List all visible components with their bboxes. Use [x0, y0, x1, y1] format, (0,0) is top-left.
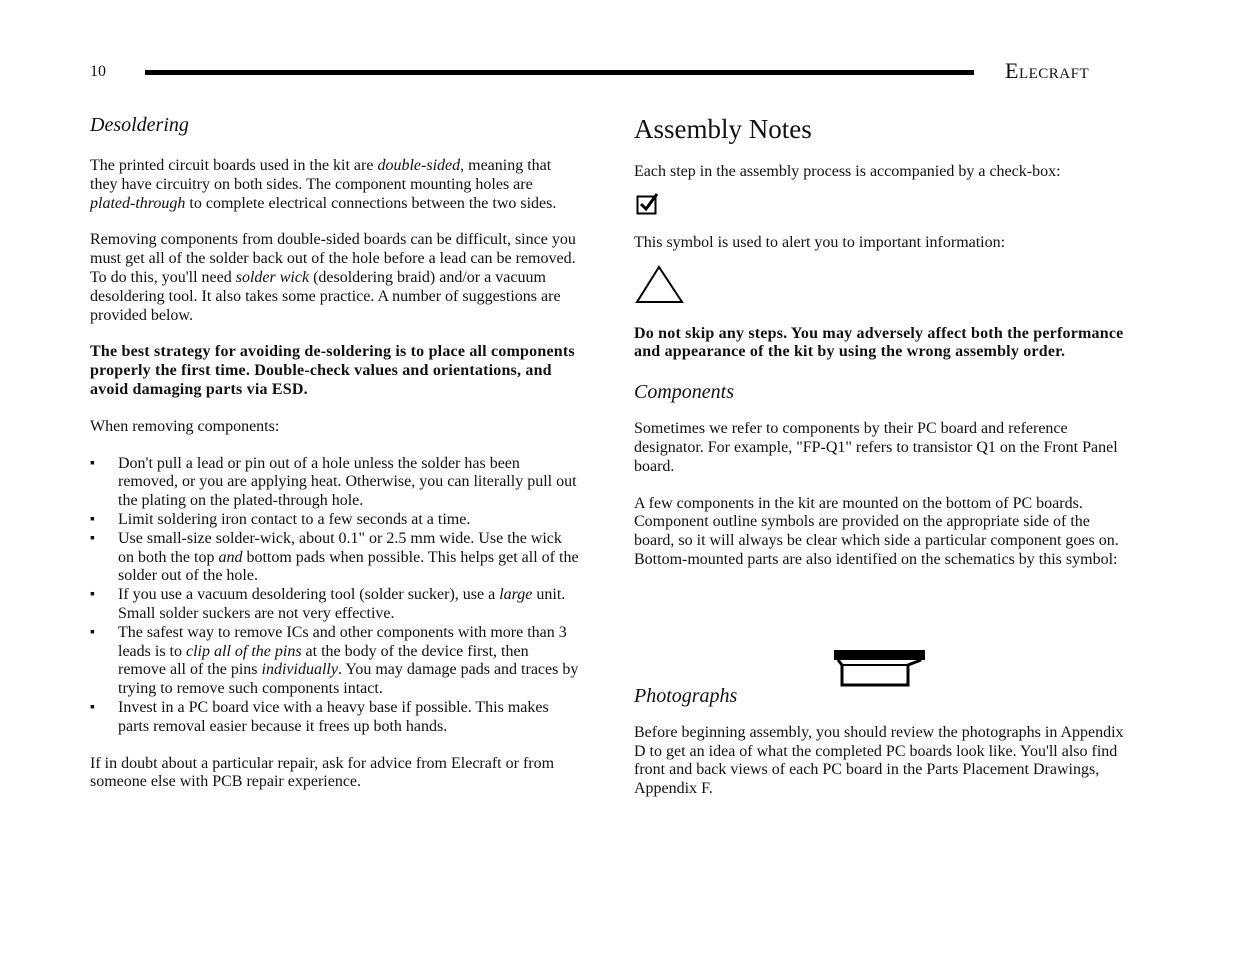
desoldering-closing: If in doubt about a particular repair, ask for advice from Elecraft or from someone else with PCB repair experience.	[90, 754, 555, 791]
brand-initial: E	[1005, 58, 1019, 83]
removal-tips-list	[90, 455, 580, 737]
list-item: ▪ Use small-size solder-wick, about 0.1" or 2.5 mm wide. Use the wick on both the top and bottom pads when possible. This helps get all of the solder out of the hole.	[90, 530, 580, 586]
brand-rest: LECRAFT	[1018, 66, 1090, 82]
components-paragraph-2: A few components in the kit are mounted on the bottom of PC boards. Component outline symbols are provided on the appropriate side of the board, so it will always be clear which side a particular component goes on. Bottom-mounted parts are also identified on the schematics by this symbol:	[634, 494, 1119, 568]
alert-intro: This symbol is used to alert you to important information:	[634, 233, 1006, 251]
photographs-paragraph: Before beginning assembly, you should review the photographs in Appendix D to get an idea of what the completed PC boards look like. You'll also find front and back views of each PC board in the Parts Placement Drawings, Appendix F.	[634, 723, 1124, 798]
list-item: ▪ Invest in a PC board vice with a heavy base if possible. This makes parts removal easier because it frees up both hands.	[90, 699, 580, 737]
components-heading: Components	[634, 381, 734, 404]
desoldering-paragraph-1: The printed circuit boards used in the kit are double-sided, meaning that they have circuitry on both sides. The component mounting holes are plated-through to complete electrical connections between the two sides.	[90, 157, 557, 212]
assembly-notes-title: Assembly Notes	[634, 114, 812, 144]
header-rule	[145, 70, 974, 75]
right-column	[634, 111, 1124, 799]
list-item: ▪ The safest way to remove ICs and other components with more than 3 leads is to clip all of the pins at the body of the device first, then remove all of the pins individually. You may damage pads and traces by trying to remove such components intact.	[90, 624, 580, 699]
list-item: ▪ Limit soldering iron contact to a few seconds at a time.	[90, 511, 580, 530]
checked-box-icon	[636, 193, 660, 220]
photographs-heading: Photographs	[634, 684, 738, 707]
removing-intro: When removing components:	[90, 417, 280, 435]
page-number: 10	[90, 63, 106, 80]
checkbox-intro: Each step in the assembly process is accompanied by a check-box:	[634, 163, 1061, 180]
left-column	[90, 111, 580, 792]
desoldering-paragraph-2: Removing components from double-sided boards can be difficult, since you must get all of the solder back out of the hole before a lead can be removed. To do this, you'll need solder wick (desoldering braid) and/or a vacuum desoldering tool. It also takes some practice. A number of suggestions are provided below.	[90, 231, 576, 324]
desoldering-heading: Desoldering	[90, 114, 189, 136]
assembly-bold-note: Do not skip any steps. You may adversely affect both the performance and appearance of the kit by using the wrong assembly order.	[634, 324, 1124, 361]
components-paragraph-1: Sometimes we refer to components by their PC board and reference designator. For example, "FP-Q1" refers to transistor Q1 on the Front Panel board.	[634, 420, 1118, 475]
warning-triangle-icon	[635, 265, 685, 310]
bottom-mount-symbol-icon	[833, 650, 927, 695]
desoldering-bold-note: The best strategy for avoiding de-soldering is to place all components properly the first time. Double-check values and orientations, and avoid damaging parts via ESD.	[90, 343, 575, 398]
list-item: ▪ If you use a vacuum desoldering tool (solder sucker), use a large unit. Small solder suckers are not very effective.	[90, 586, 580, 624]
brand-name	[1005, 58, 1089, 84]
list-item: ▪ Don't pull a lead or pin out of a hole unless the solder has been removed, or you are applying heat. Otherwise, you can literally pull out the plating on the plated-through hole.	[90, 455, 580, 511]
